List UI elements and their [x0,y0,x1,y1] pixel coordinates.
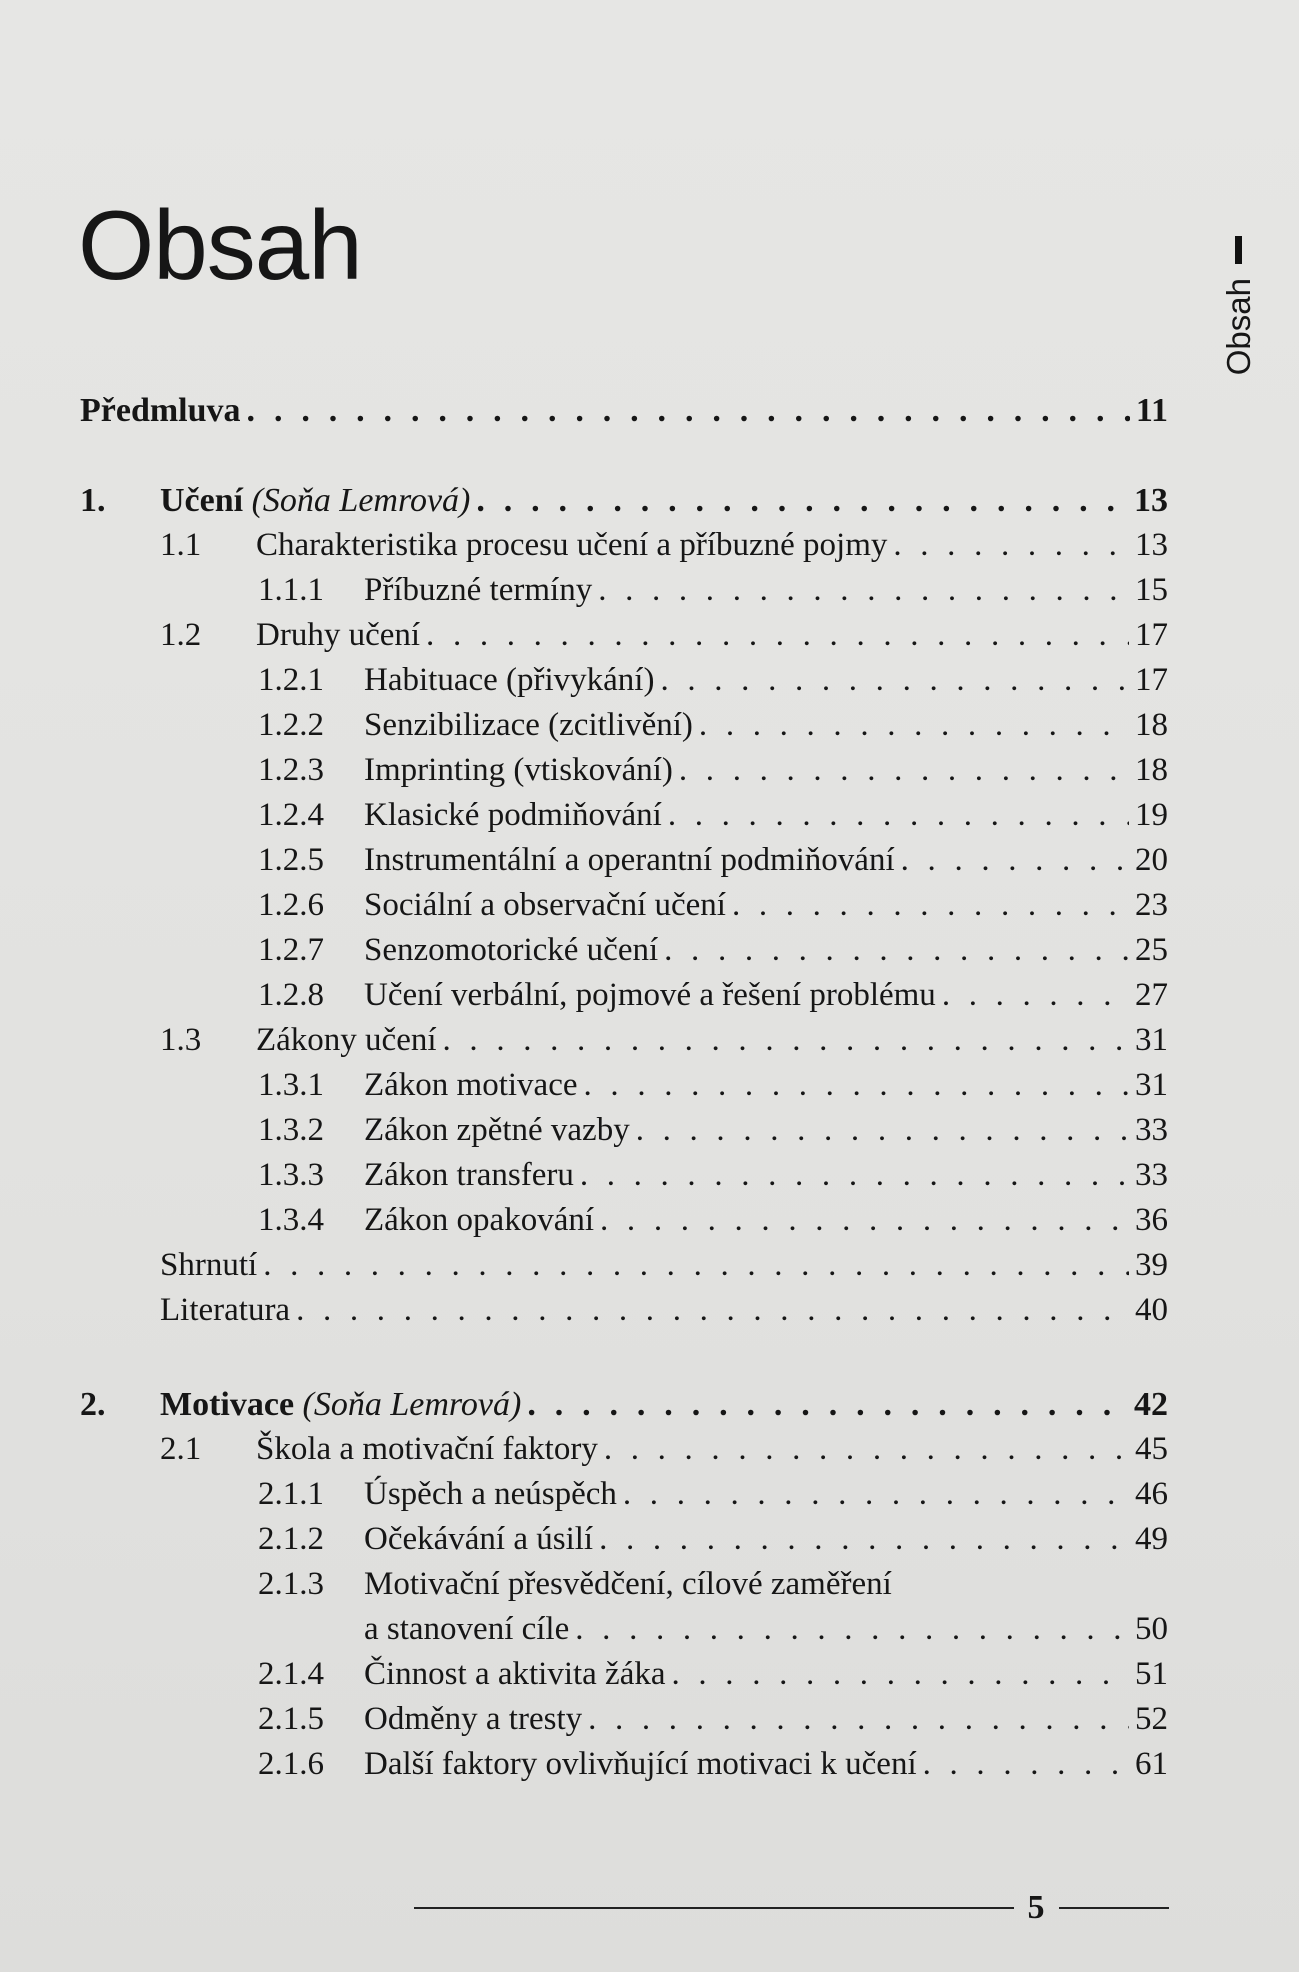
toc-entry-number: 1. [80,482,106,519]
toc-entry-title: Sociální a observační učení [364,887,726,923]
toc-dot-leader [257,1243,1129,1288]
toc-dot-leader [887,523,1129,568]
toc-entry [160,523,1168,568]
toc-dot-leader [470,478,1128,523]
toc-entry-number: 1.3.2 [258,1112,324,1148]
toc-entry-page: 50 [1135,1611,1168,1647]
page-title: Obsah [78,190,362,300]
toc-entry-page: 11 [1135,392,1168,429]
toc-entry [258,748,1168,793]
toc-entry-author: (Soňa Lemrová) [251,482,471,519]
toc-dot-leader [673,748,1129,793]
toc-entry [258,568,1168,613]
toc-entry-title: Zákon motivace [364,1067,578,1103]
toc-entry-page: 23 [1135,887,1168,923]
toc-entry-title: Literatura [160,1292,291,1328]
toc-entry [258,838,1168,883]
toc-entry-title: Odměny a tresty [364,1701,583,1737]
toc-entry-page [1112,1562,1168,1607]
toc-entry [258,793,1168,838]
toc-entry-title: Činnost a aktivita žáka [364,1656,666,1692]
toc-entry [258,1063,1168,1108]
toc-dot-leader [521,1382,1128,1427]
toc-entry-number: 1.2.6 [258,887,324,923]
toc-entry-title: Motivační přesvědčení, cílové zaměření [364,1566,892,1602]
toc-entry-page: 31 [1135,1022,1168,1058]
toc-entry-number: 2. [80,1386,106,1423]
toc-entry-title: Zákony učení [256,1022,437,1058]
toc-entry-number: 1.3 [160,1022,202,1058]
toc-entry-title: Učení [160,482,244,519]
toc-entry [258,1697,1168,1742]
toc-entry-page: 13 [1134,482,1168,519]
toc-entry-page: 18 [1135,707,1168,743]
toc-entry-title: Úspěch a neúspěch [364,1476,617,1512]
footer-rule-left [414,1907,1014,1909]
toc-entry-number: 1.2.8 [258,977,324,1013]
toc-dot-leader [574,1153,1129,1198]
toc-entry-title: a stanovení cíle [364,1611,570,1647]
side-tab-label: Obsah [1220,278,1257,376]
toc-entry-title: Předmluva [80,392,241,429]
toc-entry-title: Očekávání a úsilí [364,1521,594,1557]
toc-entry-number: 1.2.5 [258,842,324,878]
toc-entry [258,883,1168,928]
toc-entry-page: 20 [1135,842,1168,878]
toc-dot-leader [569,1607,1129,1652]
toc-entry-title: Škola a motivační faktory [256,1431,598,1467]
toc-entry-number: 2.1.2 [258,1521,324,1557]
toc-entry-page: 40 [1135,1292,1168,1328]
toc-entry [160,1243,1168,1288]
toc-entry-page: 51 [1135,1656,1168,1692]
toc-entry [258,1198,1168,1243]
toc-entry [258,1153,1168,1198]
toc-entry-page: 61 [1135,1746,1168,1782]
toc-entry-number: 1.3.3 [258,1157,324,1193]
toc-dot-leader [617,1472,1129,1517]
page-footer [410,1888,1172,1928]
toc-entry-number: 2.1.4 [258,1656,324,1692]
toc-dot-leader [290,1288,1129,1333]
toc-entry [258,1517,1168,1562]
toc-entry-page: 33 [1135,1112,1168,1148]
toc-dot-leader [437,1018,1129,1063]
toc-entry-number: 2.1.6 [258,1746,324,1782]
toc-entry-number: 1.3.4 [258,1202,324,1238]
toc-dot-leader [594,1198,1129,1243]
toc-entry-author: (Soňa Lemrová) [302,1386,522,1423]
footer-rule-right [1059,1907,1169,1909]
toc-entry [258,1742,1168,1787]
toc-entry-page: 17 [1135,617,1168,653]
toc-dot-leader [592,568,1129,613]
toc-dot-leader [917,1742,1129,1787]
toc-dot-leader [598,1427,1129,1472]
toc-entry [258,703,1168,748]
toc-entry [160,1288,1168,1333]
toc-dot-leader [936,973,1129,1018]
toc-dot-leader [241,388,1130,433]
toc-entry-number: 2.1.1 [258,1476,324,1512]
toc-dot-leader [593,1517,1129,1562]
toc-entry [160,613,1168,658]
toc-entry-page: 18 [1135,752,1168,788]
toc-entry-page: 15 [1135,572,1168,608]
toc-dot-leader [578,1063,1129,1108]
toc-entry-number: 1.1.1 [258,572,324,608]
toc-entry-page: 31 [1135,1067,1168,1103]
toc-dot-leader [658,928,1129,973]
toc-entry-title: Učení verbální, pojmové a řešení problému [364,977,936,1013]
toc-entry-title: Zákon opakování [364,1202,595,1238]
toc-entry [160,1427,1168,1472]
toc-entry-title: Senzomotorické učení [364,932,659,968]
toc-entry-number: 1.2.3 [258,752,324,788]
toc-entry-page: 52 [1135,1701,1168,1737]
toc-entry-title: Motivace [160,1386,295,1423]
toc-dot-leader [662,793,1129,838]
toc-dot-leader [420,613,1129,658]
toc-entry [160,1018,1168,1063]
toc-entry [258,928,1168,973]
toc-entry-title: Instrumentální a operantní podmiňování [364,842,895,878]
toc-entry [258,1652,1168,1697]
toc-entry [80,478,1168,523]
toc-entry-number: 2.1.3 [258,1566,324,1602]
toc-entry-page: 39 [1135,1247,1168,1283]
toc-entry [258,973,1168,1018]
toc-entry-title: Další faktory ovlivňující motivaci k učení [364,1746,917,1782]
toc-entry-page: 17 [1135,662,1168,698]
toc-entry-title: Charakteristika procesu učení a příbuzné pojmy [256,527,888,563]
toc-dot-leader [630,1108,1129,1153]
toc-entry-title: Senzibilizace (zcitlivění) [364,707,693,743]
page-number: 5 [1027,1889,1045,1926]
toc-entry-number: 1.2.7 [258,932,324,968]
toc-entry-page: 36 [1135,1202,1168,1238]
toc-entry-title: Druhy učení [256,617,421,653]
toc-entry [80,1382,1168,1427]
toc-entry-page: 42 [1134,1386,1168,1423]
toc-dot-leader [892,1562,1106,1607]
toc-entry [258,1607,1168,1652]
toc-entry-page: 19 [1135,797,1168,833]
toc-entry-number: 1.2.4 [258,797,324,833]
toc-entry [258,1108,1168,1153]
toc-entry-title: Klasické podmiňování [364,797,662,833]
toc-entry-page: 25 [1135,932,1168,968]
toc-entry-page: 45 [1135,1431,1168,1467]
toc-entry [258,658,1168,703]
toc-entry-number: 1.3.1 [258,1067,324,1103]
toc-entry-number: 2.1.5 [258,1701,324,1737]
toc-entry-title: Habituace (přivykání) [364,662,655,698]
toc-entry-page: 33 [1135,1157,1168,1193]
toc-dot-leader [895,838,1129,883]
toc-entry-title: Zákon zpětné vazby [364,1112,630,1148]
toc-entry-title: Shrnutí [160,1247,258,1283]
toc-entry-page: 46 [1135,1476,1168,1512]
toc-dot-leader [582,1697,1129,1742]
toc-entry [258,1562,1168,1607]
toc-entry-number: 1.2.1 [258,662,324,698]
toc-entry-title: Imprinting (vtiskování) [364,752,673,788]
toc-entry-number: 2.1 [160,1431,202,1467]
toc-entry-title: Příbuzné termíny [364,572,593,608]
toc-entry-number: 1.1 [160,527,202,563]
toc-entry-page: 49 [1135,1521,1168,1557]
toc-entry-number: 1.2 [160,617,202,653]
toc-entry-number: 1.2.2 [258,707,324,743]
toc-entry [258,1472,1168,1517]
toc-dot-leader [693,703,1129,748]
toc-entry-page: 13 [1135,527,1168,563]
toc-dot-leader [726,883,1129,928]
toc-entry-page: 27 [1135,977,1168,1013]
toc-entry [80,388,1168,433]
toc-dot-leader [654,658,1129,703]
toc-entry-title: Zákon transferu [364,1157,574,1193]
toc-dot-leader [666,1652,1130,1697]
